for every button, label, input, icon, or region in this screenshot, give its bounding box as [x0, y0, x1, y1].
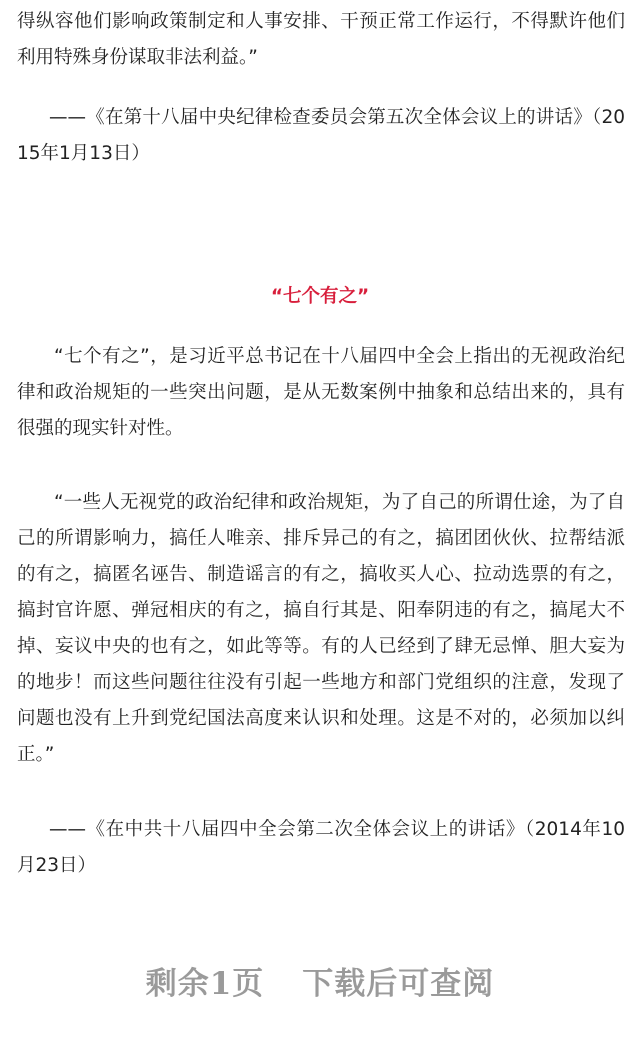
quote-paragraph: “一些人无视党的政治纪律和政治规矩，为了自己的所谓仕途，为了自己的所谓影响力，搞任人唯亲、排斥异己的有之，搞团团伙伙、拉帮结派的有之，搞匿名诬告、制造谣言的有之，搞收买人心、拉动选票的有之，搞封官许愿、弹冠相庆的有之，搞自行其是、阳奉阴违的有之，搞尾大不掉、妄议中央的也有之，如此等等。有的人已经到了肆无忌惮、胆大妄为的地步！而这些问题往往没有引起一些地方和部门党组织的注意，发现了问题也没有上升到党纪国法高度来认识和处理。这是不对的，必须加以纠正。”	[17, 492, 625, 765]
top-paragraph: 得纵容他们影响政策制定和人事安排、干预正常工作运行，不得默许他们利用特殊身份谋取非法利益。”	[17, 11, 625, 68]
intro-paragraph: “七个有之”，是习近平总书记在十八届四中全会上指出的无视政治纪律和政治规矩的一些突出问题，是从无数案例中抽象和总结出来的，具有很强的现实针对性。	[17, 346, 625, 439]
citation-2: ——《在中共十八届四中全会第二次全体会议上的讲话》（2014年10月23日）	[17, 819, 625, 876]
download-banner[interactable]	[0, 958, 640, 1003]
download-hint-label: 下载后可查阅	[302, 966, 495, 1002]
remaining-pages-label: 剩余1页	[145, 966, 265, 1002]
section-title: “七个有之”	[270, 286, 370, 307]
citation-1: ——《在第十八届中央纪律检查委员会第五次全体会议上的讲话》（2015年1月13日）	[17, 107, 625, 164]
